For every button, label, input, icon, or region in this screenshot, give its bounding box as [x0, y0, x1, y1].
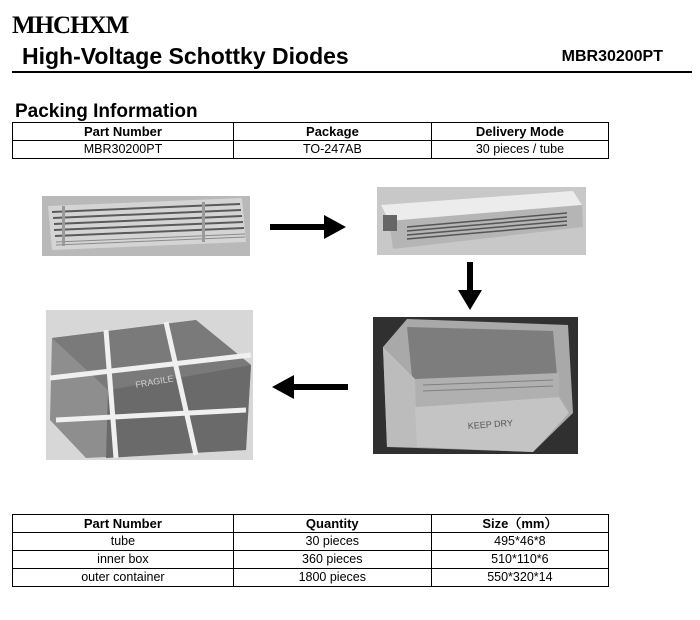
table-cell: outer container — [13, 569, 234, 587]
arrow-right-icon — [270, 215, 346, 239]
company-logo: MHCHXM — [12, 12, 129, 39]
column-header: Size（mm） — [431, 515, 608, 533]
table-row — [13, 533, 609, 551]
inner-box-photo — [377, 187, 586, 255]
table-row — [13, 551, 609, 569]
table-cell: MBR30200PT — [13, 141, 234, 159]
table-row — [13, 569, 609, 587]
table-cell: TO-247AB — [233, 141, 431, 159]
column-header: Delivery Mode — [431, 123, 608, 141]
packing-table — [12, 122, 609, 159]
fragile-label: FRAGILE — [134, 373, 175, 390]
tube-photo — [42, 196, 250, 256]
table-header-row — [13, 515, 609, 533]
header-part-number: MBR30200PT — [561, 48, 663, 65]
table-cell: 30 pieces — [233, 533, 431, 551]
table-cell: 550*320*14 — [431, 569, 608, 587]
table-cell: tube — [13, 533, 234, 551]
table-header-row — [13, 123, 609, 141]
keep-dry-label: KEEP DRY — [467, 417, 514, 431]
table-cell: 360 pieces — [233, 551, 431, 569]
table-cell: inner box — [13, 551, 234, 569]
table-cell: 510*110*6 — [431, 551, 608, 569]
quantity-table — [12, 514, 609, 587]
arrow-left-icon — [272, 375, 348, 399]
outer-container-photo — [46, 310, 253, 460]
table-row — [13, 141, 609, 159]
arrow-down-icon — [458, 262, 482, 310]
document-title: High-Voltage Schottky Diodes — [22, 43, 349, 69]
table-cell: 30 pieces / tube — [431, 141, 608, 159]
table-cell: 1800 pieces — [233, 569, 431, 587]
column-header: Part Number — [13, 515, 234, 533]
column-header: Quantity — [233, 515, 431, 533]
packing-heading: Packing Information — [15, 101, 198, 122]
column-header: Part Number — [13, 123, 234, 141]
column-header: Package — [233, 123, 431, 141]
carton-photo — [373, 317, 578, 454]
table-cell: 495*46*8 — [431, 533, 608, 551]
header-rule — [12, 71, 692, 73]
